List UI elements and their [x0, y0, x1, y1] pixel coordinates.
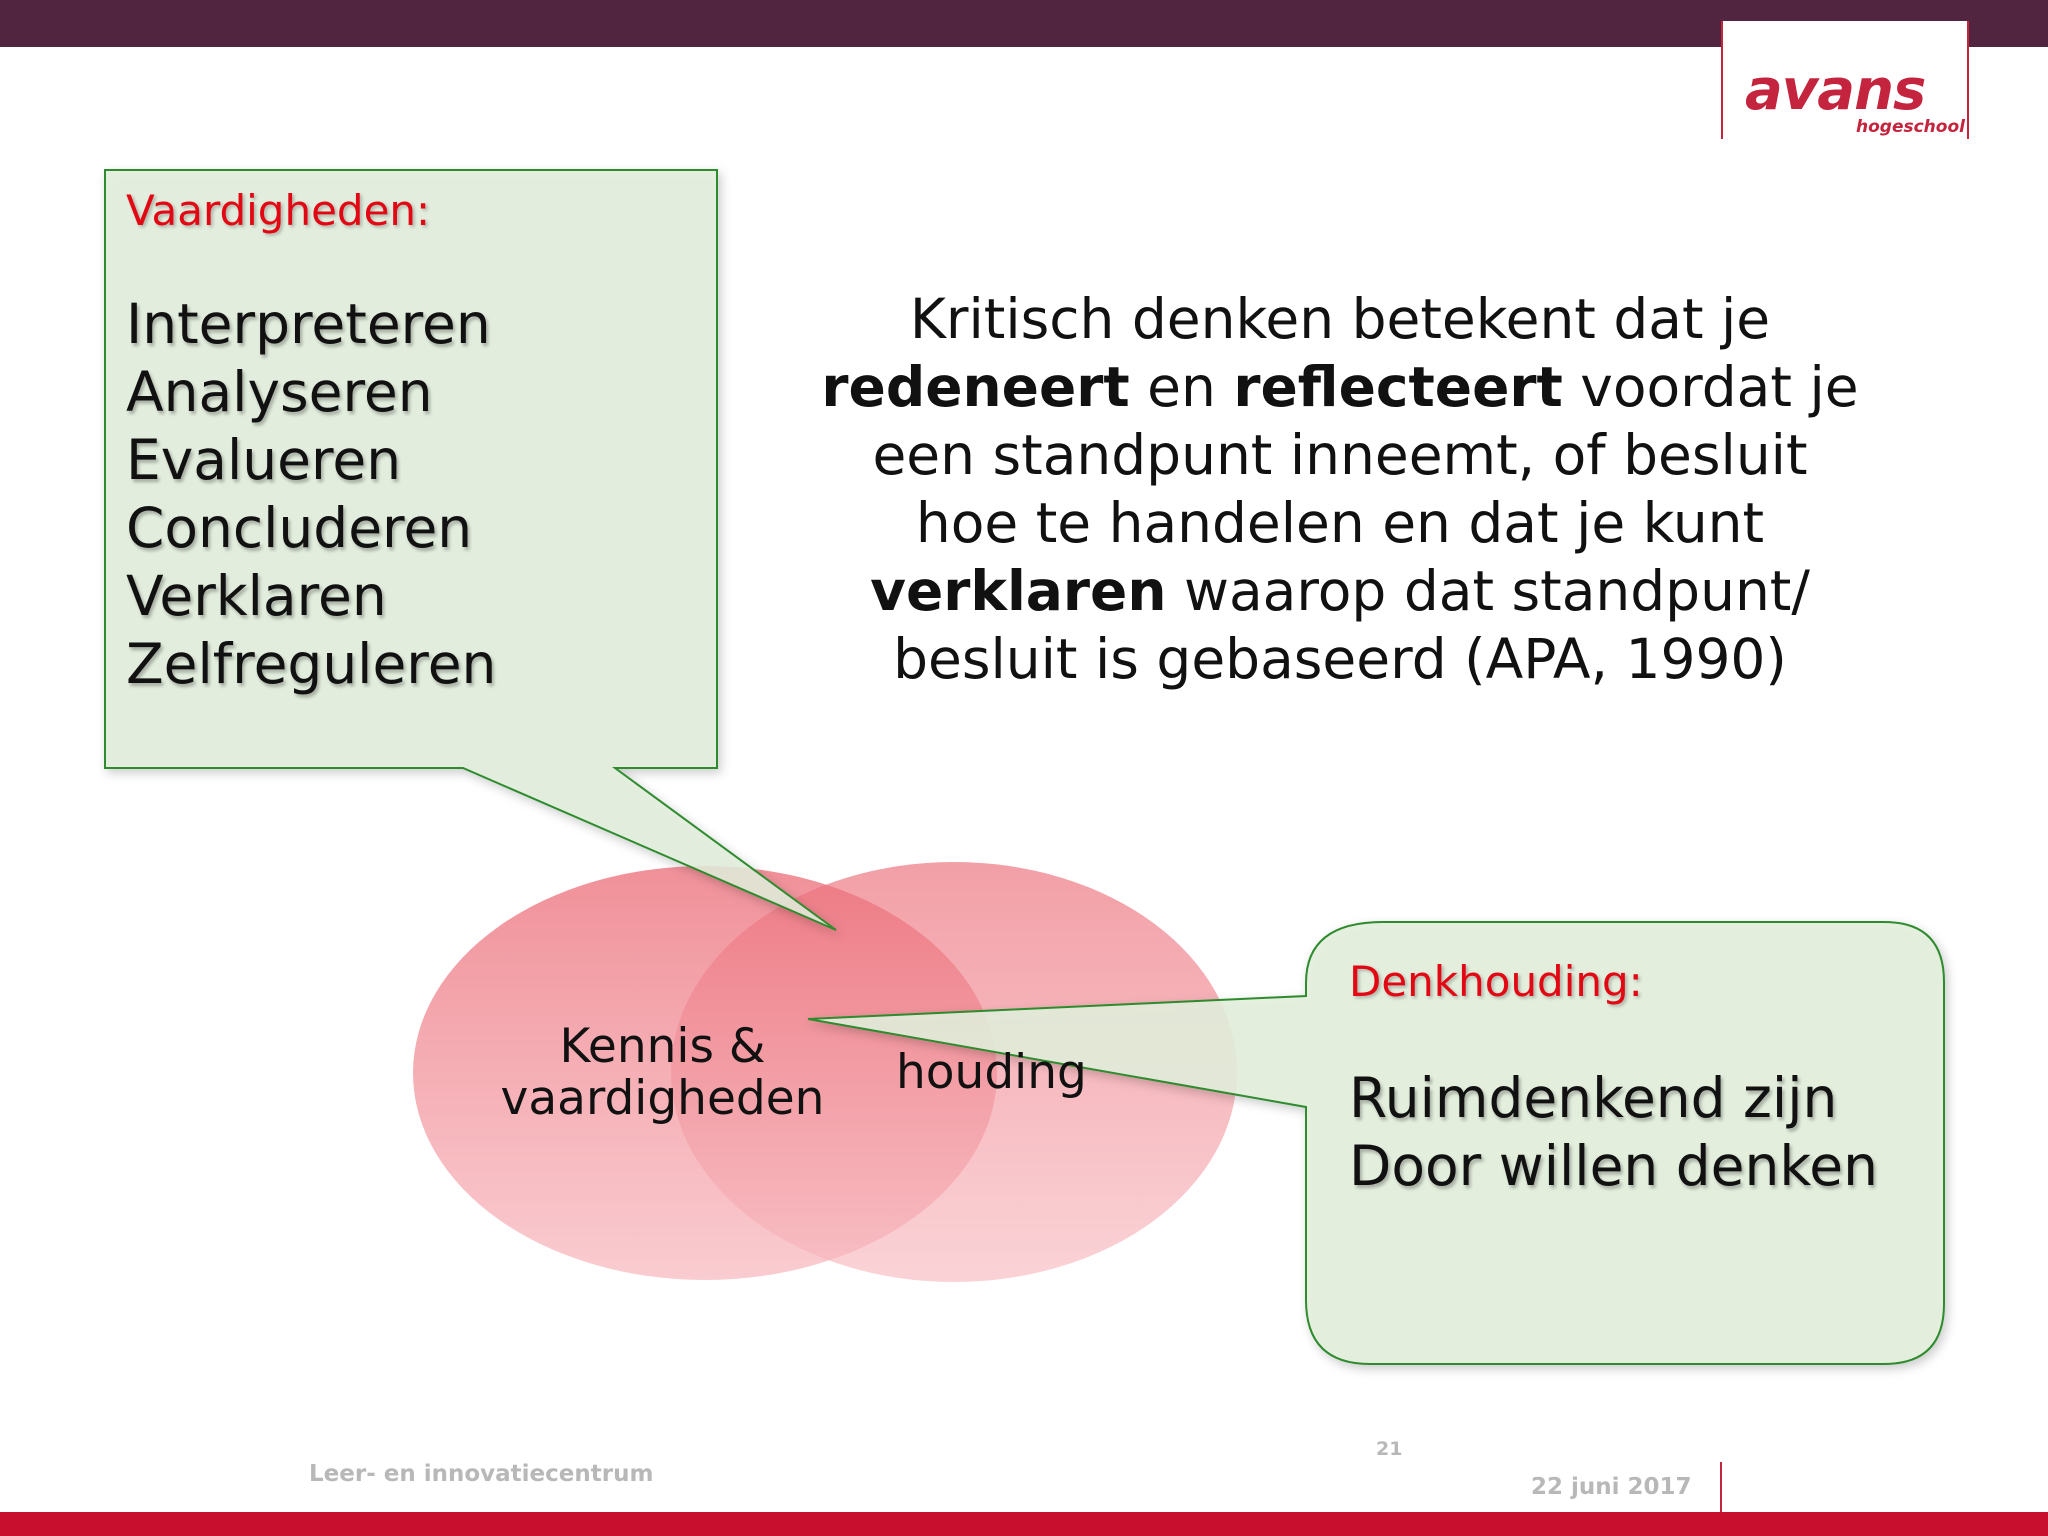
- attitude-title: Denkhouding:: [1349, 957, 1643, 1006]
- skill-item: Interpreteren: [126, 292, 491, 356]
- attitude-list: [1349, 1064, 1878, 1200]
- skill-item: Analyseren: [126, 360, 433, 424]
- skill-item: Zelfreguleren: [126, 632, 497, 696]
- keyword-verklaren: verklaren: [870, 559, 1167, 623]
- keyword-redeneert: redeneert: [821, 355, 1130, 419]
- definition-line-6: besluit is gebaseerd (APA, 1990): [893, 627, 1787, 691]
- venn-label-knowledge: [490, 1021, 835, 1125]
- definition-line-2-end: voordat je: [1562, 355, 1859, 419]
- definition-line-3: een standpunt inneemt, of besluit: [872, 423, 1808, 487]
- skills-list: [126, 290, 496, 698]
- skill-item: Evalueren: [126, 428, 402, 492]
- attitude-item: Door willen denken: [1349, 1134, 1878, 1198]
- attitude-item: Ruimdenkend zijn: [1349, 1066, 1838, 1130]
- skill-item: Concluderen: [126, 496, 473, 560]
- skills-title: Vaardigheden:: [126, 186, 431, 235]
- page-number: 21: [1376, 1438, 1403, 1460]
- venn-label-knowledge-line-2: vaardigheden: [500, 1071, 825, 1126]
- footer-divider: [1720, 1462, 1722, 1512]
- definition-line-5-end: waarop dat standpunt/: [1166, 559, 1810, 623]
- bottom-bar: [0, 1512, 2048, 1536]
- logo-subtitle: hogeschool: [1856, 117, 1965, 137]
- definition-line-2-mid: en: [1129, 355, 1234, 419]
- venn-label-knowledge-line-1: Kennis &: [559, 1019, 766, 1074]
- venn-label-attitude: houding: [896, 1045, 1087, 1100]
- skill-item: Verklaren: [126, 564, 387, 628]
- footer-date: 22 juni 2017: [1531, 1474, 1692, 1500]
- definition-line-1: Kritisch denken betekent dat je: [909, 287, 1771, 351]
- logo-wordmark: avans: [1745, 58, 1926, 123]
- footer-organisation: Leer- en innovatiecentrum: [309, 1461, 654, 1487]
- definition-line-4: hoe te handelen en dat je kunt: [915, 491, 1765, 555]
- keyword-reflecteert: reflecteert: [1233, 355, 1563, 419]
